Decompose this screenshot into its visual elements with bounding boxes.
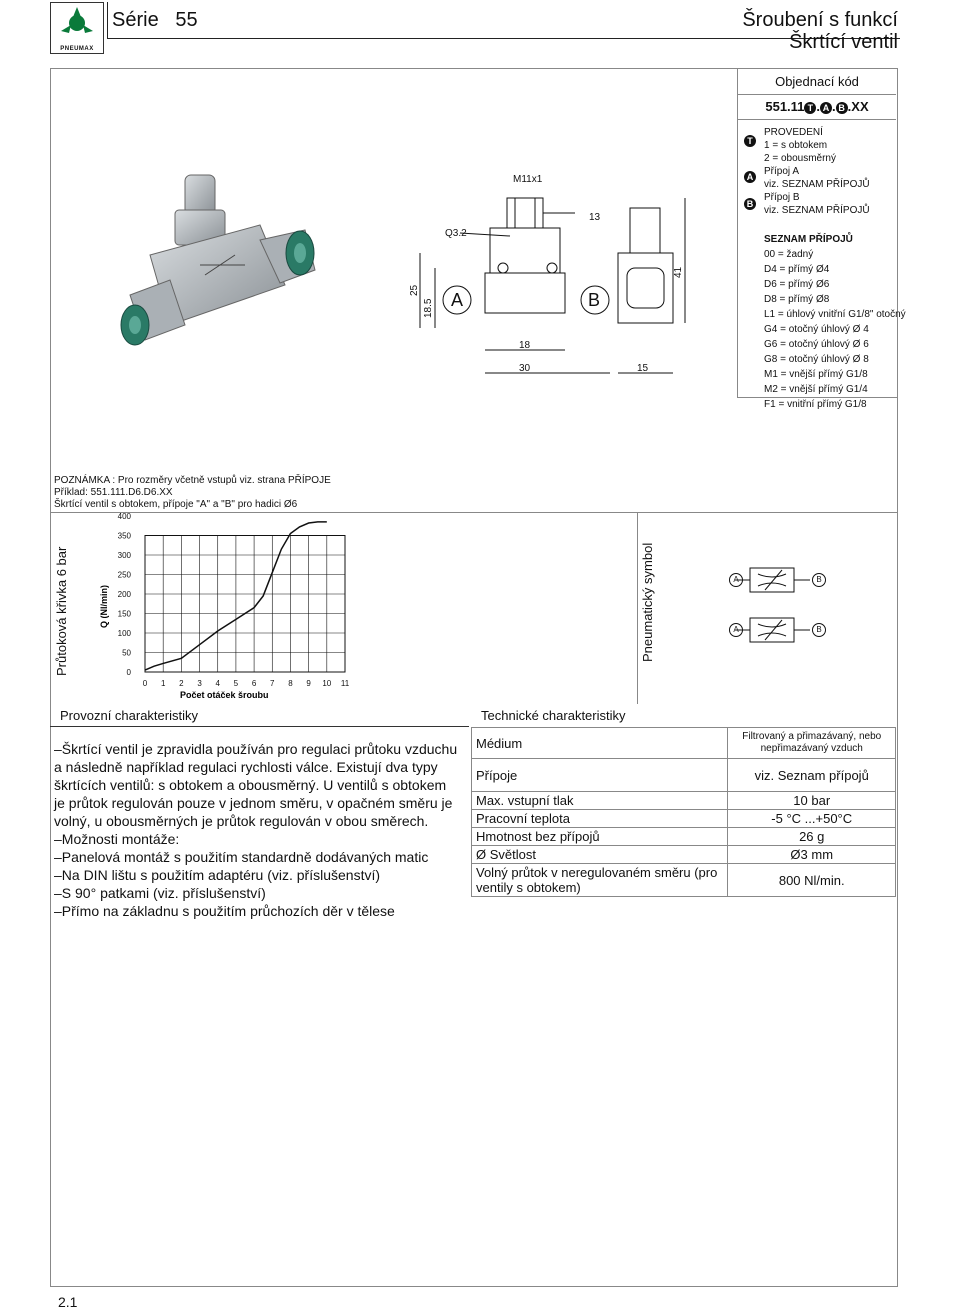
port-list-item: F1 = vnitřní přímý G1/8 <box>764 399 867 410</box>
chart-xtick-label: 6 <box>251 679 257 688</box>
port-list-item: L1 = úhlový vnitřní G1/8" otočný <box>764 309 906 320</box>
logo-text: PNEUMAX <box>60 46 94 52</box>
order-code-heading: Objednací kód <box>738 70 896 95</box>
table-row: Médium Filtrovaný a přimazávaný, nebo nepřimazávaný vzduch <box>472 728 896 759</box>
port-list-item: M2 = vnější přímý G1/4 <box>764 384 868 395</box>
provozni-title: Provozní charakteristiky <box>60 708 198 723</box>
technical-drawing <box>405 168 690 383</box>
dim-30: 30 <box>519 363 531 374</box>
port-list-item: G6 = otočný úhlový Ø 6 <box>764 339 869 350</box>
chart-xtick-label: 3 <box>197 679 202 688</box>
table-row: Pracovní teplota -5 °C ...+50°C <box>472 810 896 828</box>
port-list-item: D8 = přímý Ø8 <box>764 294 830 305</box>
dim-18: 18 <box>519 340 531 351</box>
chart-xtick-label: 11 <box>340 679 350 688</box>
dim-q3-2: Q3.2 <box>445 228 467 239</box>
chart-ylabel: Q (Nl/min) <box>99 585 109 628</box>
table-row: Přípoje viz. Seznam přípojů <box>472 759 896 792</box>
logo-mark-icon <box>51 3 103 43</box>
chart-xtick-label: 1 <box>160 679 166 688</box>
chart-plot-frame <box>145 536 345 673</box>
pneumatic-symbol-label: Pneumatický symbol <box>640 542 655 662</box>
pneumax-logo <box>50 2 104 54</box>
chart-xtick-label: 9 <box>306 679 311 688</box>
dim-18-5: 18.5 <box>423 298 434 318</box>
chart-xlabel: Počet otáček šroubu <box>180 690 269 700</box>
symbol-port-a: A <box>729 623 743 637</box>
table-row: Max. vstupní tlak 10 bar <box>472 792 896 810</box>
chart-ytick-label: 0 <box>126 668 131 677</box>
table-row: Ø Světlost Ø3 mm <box>472 846 896 864</box>
port-list-item: D4 = přímý Ø4 <box>764 264 830 275</box>
dim-15: 15 <box>637 363 649 374</box>
note: POZNÁMKA : Pro rozměry včetně vstupů viz. strana PŘÍPOJE Příklad: 551.111.D6.D6.XX Škrtící ventil s obtokem, přípoje "A" a "B" pro hadici Ø6 <box>54 475 331 510</box>
page-number: 2.1 <box>58 1294 78 1310</box>
technicke-title: Technické charakteristiky <box>481 708 626 723</box>
chart-ytick-label: 50 <box>122 648 131 658</box>
technical-table <box>471 727 896 897</box>
page-title: Šroubení s funkcí Škrtící ventil <box>742 9 898 53</box>
chart-xtick-label: 5 <box>233 679 239 688</box>
chart-xtick-label: 0 <box>142 679 148 688</box>
port-list-item: G8 = otočný úhlový Ø 8 <box>764 354 869 365</box>
provozni-text: –Škrtící ventil je zpravidla používán pro regulaci průtoku vzduchu a následně například regulaci rychlosti válce. Existují dva typy škrtících ventilů: s obtokem a obousměrný. U ventilů s obtokem je průtok regulován pouze v jednom směru, v opačném směru je volný, u obousměrných je průtok regulován v obou směrech. –Možnosti montáže: –Panelová montáž s použitím standardně dodávaných matic –Na DIN lištu s použitím adaptéru (viz. příslušenství) –S 90° patkami (viz. příslušenství) –Přímo na základnu s použitím průchozích děr v tělese <box>54 741 458 919</box>
drawing-port-b: B <box>588 290 601 310</box>
flow-curve-label: Průtoková křivka 6 bar <box>54 546 69 676</box>
symbol-port-b: B <box>812 573 826 587</box>
chart-xtick-label: 2 <box>179 679 184 688</box>
chart-ytick-label: 100 <box>117 629 131 638</box>
port-list-item: M1 = vnější přímý G1/8 <box>764 369 868 380</box>
chart-ytick-label: 250 <box>117 570 131 580</box>
dim-25: 25 <box>409 284 420 296</box>
dim-13: 13 <box>589 212 601 223</box>
port-list-item: D6 = přímý Ø6 <box>764 279 830 290</box>
order-code: 551.11 T . A . B .XX <box>738 95 896 120</box>
flow-chart <box>95 508 355 703</box>
chart-ytick-label: 350 <box>117 531 131 541</box>
chart-xtick-label: 10 <box>322 679 332 688</box>
chart-ytick-label: 300 <box>117 551 131 560</box>
drawing-port-a: A <box>451 290 464 310</box>
chart-xtick-label: 8 <box>288 679 293 688</box>
provedeni-block: T PROVEDENÍ 1 = s obtokem 2 = obousměrný A Přípoj A viz. SEZNAM PŘÍPOJŮ B Přípoj B viz. SEZNAM PŘÍPOJŮ <box>744 126 894 217</box>
dim-41: 41 <box>673 266 684 278</box>
port-list: SEZNAM PŘÍPOJŮ 00 = žadný D4 = přímý Ø4 D6 = přímý Ø6 D8 = přímý Ø8 L1 = úhlový vnitřní G1/8" otočný G4 = otočný úhlový Ø 4 G6 = otočný úhlový Ø 6 G8 = otočný úhlový Ø 8 M1 = vnější přímý G1/8 M2 = vnější přímý G1/4 F1 = vnitřní přímý G1/8 <box>764 234 906 410</box>
series-label: Série 55 <box>112 9 198 31</box>
port-list-item: G4 = otočný úhlový Ø 4 <box>764 324 869 335</box>
chart-ytick-label: 200 <box>117 590 131 599</box>
port-list-item: 00 = žadný <box>764 249 814 260</box>
chart-xtick-label: 4 <box>215 679 220 688</box>
product-image <box>110 165 325 380</box>
symbol-port-b: B <box>812 623 826 637</box>
dim-m11: M11x1 <box>513 174 543 185</box>
table-row: Hmotnost bez přípojů 26 g <box>472 828 896 846</box>
chart-ytick-label: 400 <box>117 512 131 521</box>
symbol-port-a: A <box>729 573 743 587</box>
chart-xtick-label: 7 <box>270 679 275 688</box>
chart-ytick-label: 150 <box>117 609 131 619</box>
table-row: Volný průtok v neregulovaném směru (pro ventily s obtokem) 800 Nl/min. <box>472 864 896 897</box>
